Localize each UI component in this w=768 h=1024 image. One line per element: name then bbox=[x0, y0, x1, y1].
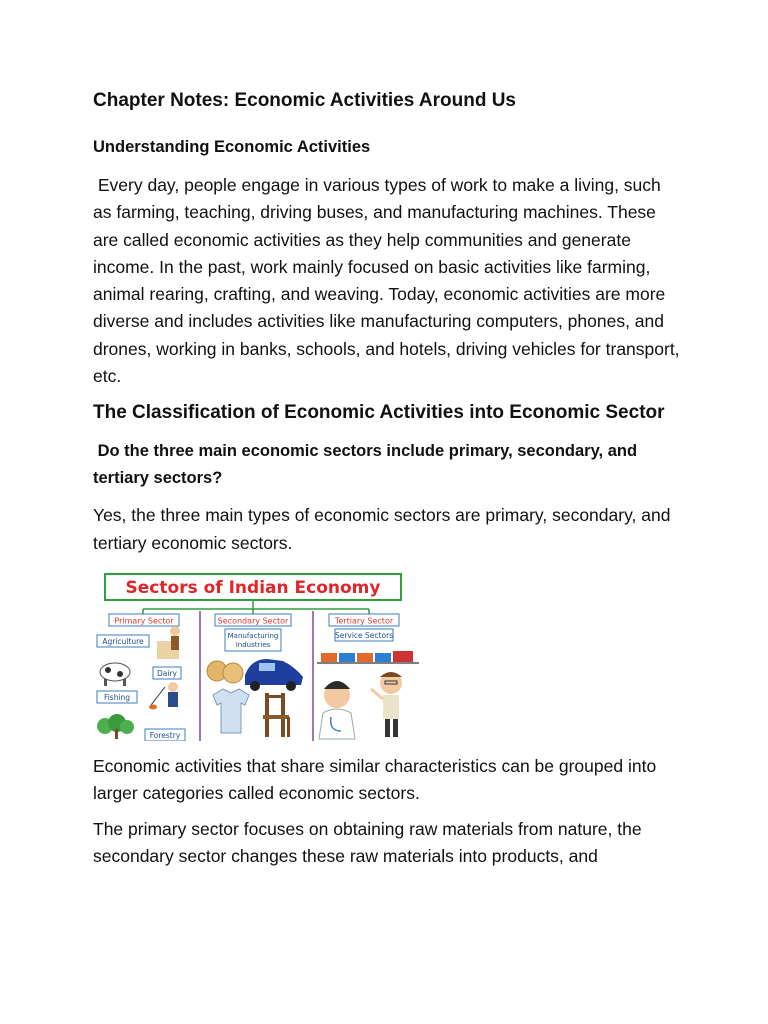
secondary-sector-label: Secondary Sector bbox=[217, 616, 289, 626]
paragraph-sectors-description: The primary sector focuses on obtaining raw materials from nature, the secondary sector changes these raw materials into products, and bbox=[93, 818, 642, 866]
service-sectors-label: Service Sectors bbox=[334, 630, 394, 640]
tree-icon bbox=[97, 714, 134, 739]
biscuit-icon bbox=[207, 661, 243, 683]
manufacturing-label-line2: Industries bbox=[235, 640, 271, 649]
section-heading-classification: The Classification of Economic Activities into Economic Sector bbox=[93, 402, 665, 424]
tertiary-sector-label: Tertiary Sector bbox=[334, 616, 394, 626]
primary-sector-label: Primary Sector bbox=[114, 616, 174, 626]
agriculture-label: Agriculture bbox=[102, 636, 144, 646]
manufacturing-label-line1: Manufacturing bbox=[227, 631, 279, 640]
dairy-label: Dairy bbox=[157, 668, 177, 678]
section-heading-understanding: Understanding Economic Activities bbox=[93, 138, 371, 156]
paragraph-understanding: Every day, people engage in various types of work to make a living, such as farming, teaching, driving buses, and manufacturing machines. These are called economic activities as they help communities and generate income. In the past, work mainly focused on basic activities like farming, animal rearing, crafting, and weaving. Today, economic activities are more diverse and includes activities like manufacturing computers, phones, and drones, working in banks, schools, and hotels, driving vehicles for transport, etc. bbox=[93, 175, 685, 387]
train-icon bbox=[317, 651, 419, 663]
doctor-icon bbox=[319, 681, 355, 739]
cow-icon bbox=[100, 663, 130, 686]
chair-icon bbox=[263, 693, 290, 737]
farmer-icon bbox=[157, 626, 180, 659]
teacher-icon bbox=[371, 672, 402, 737]
car-icon bbox=[245, 659, 303, 691]
shirt-icon bbox=[213, 689, 249, 733]
question-heading: Do the three main economic sectors include primary, secondary, and tertiary sectors? bbox=[93, 442, 642, 488]
sectors-figure bbox=[95, 571, 425, 741]
document-body bbox=[93, 86, 683, 876]
figure-title: Sectors of Indian Economy bbox=[125, 577, 381, 598]
fishing-label: Fishing bbox=[103, 692, 131, 702]
fisherman-icon bbox=[149, 682, 178, 710]
paragraph-sectors-definition: Economic activities that share similar characteristics can be grouped into larger categories called economic sectors. bbox=[93, 755, 657, 804]
sectors-illustration bbox=[95, 571, 425, 741]
document-title: Chapter Notes: Economic Activities Around Us bbox=[93, 90, 516, 111]
answer-paragraph: Yes, the three main types of economic sectors are primary, secondary, and tertiary economic sectors. bbox=[93, 505, 671, 553]
forestry-label: Forestry bbox=[149, 730, 181, 740]
